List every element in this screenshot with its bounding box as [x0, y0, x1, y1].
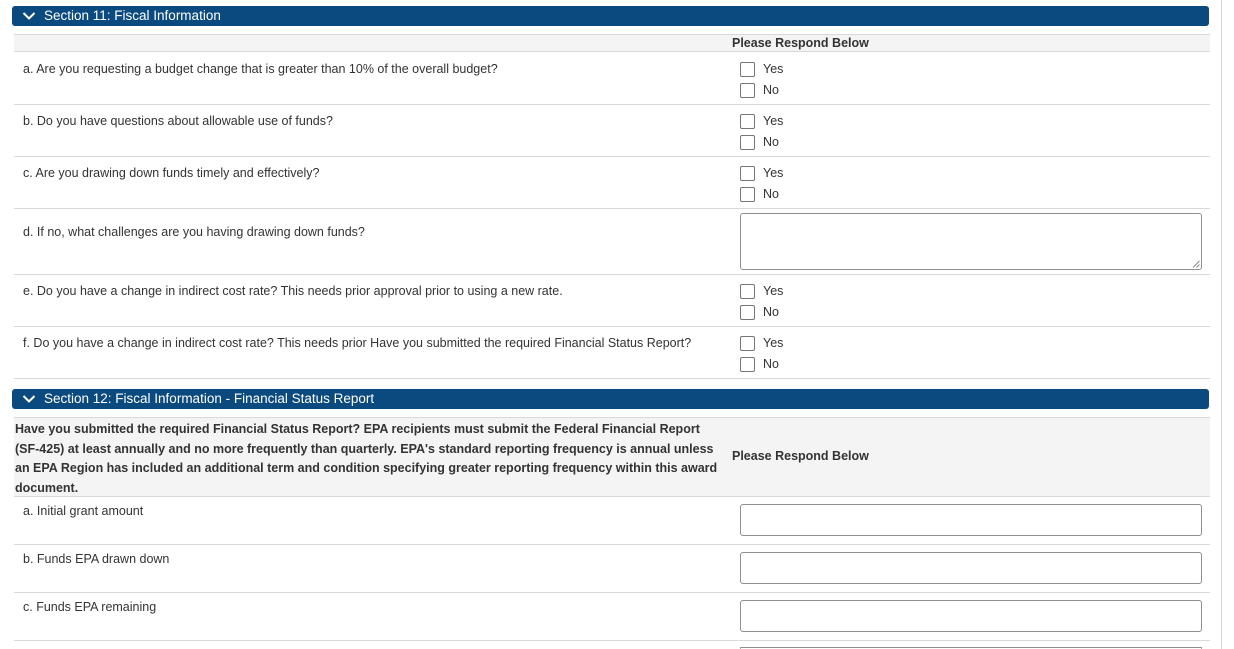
chevron-down-icon — [22, 11, 36, 21]
option-e-yes[interactable] — [740, 283, 783, 299]
option-label: No — [763, 135, 779, 149]
initial-grant-input[interactable] — [740, 504, 1202, 536]
scrollbar-track[interactable] — [1221, 0, 1222, 649]
funds-remaining-input[interactable] — [740, 600, 1202, 632]
field-row-funds-remaining — [14, 593, 1210, 641]
resize-grip-icon[interactable] — [1192, 260, 1200, 268]
checkbox-f-no[interactable] — [740, 357, 755, 372]
section-11-title: Section 11: Fiscal Information — [44, 8, 221, 23]
option-label: No — [763, 357, 779, 371]
checkbox-c-yes[interactable] — [740, 166, 755, 181]
checkbox-e-no[interactable] — [740, 305, 755, 320]
checkbox-b-yes[interactable] — [740, 114, 755, 129]
option-c-yes[interactable] — [740, 165, 783, 181]
question-row-d — [14, 209, 1210, 275]
funds-drawn-input[interactable] — [740, 552, 1202, 584]
question-label-c: c. Are you drawing down funds timely and effectively? — [23, 166, 320, 180]
question-label-f: f. Do you have a change in indirect cost rate? This needs prior Have you submitted the required Financial Status Report? — [23, 336, 692, 350]
checkbox-a-yes[interactable] — [740, 62, 755, 77]
option-label: Yes — [763, 166, 784, 180]
section-12-header[interactable] — [12, 389, 1209, 409]
challenges-textarea[interactable] — [740, 213, 1202, 270]
checkbox-b-no[interactable] — [740, 135, 755, 150]
field-row-initial-grant — [14, 497, 1210, 545]
question-label-e: e. Do you have a change in indirect cost rate? This needs prior approval prior to using a new rate. — [23, 284, 563, 298]
section-12-title: Section 12: Fiscal Information - Financial Status Report — [44, 391, 375, 406]
question-label-a: a. Are you requesting a budget change that is greater than 10% of the overall budget? — [23, 62, 498, 76]
option-label: Yes — [763, 284, 784, 298]
option-label: Yes — [763, 336, 784, 350]
option-c-no[interactable] — [740, 186, 779, 202]
option-f-yes[interactable] — [740, 335, 783, 351]
question-row-c — [14, 157, 1210, 209]
section-11-header[interactable] — [12, 6, 1209, 26]
option-label: Yes — [763, 114, 784, 128]
field-label-initial-grant: a. Initial grant amount — [23, 504, 144, 518]
option-label: No — [763, 83, 779, 97]
section-11-column-header-row — [14, 34, 1210, 52]
option-label: No — [763, 187, 779, 201]
option-a-no[interactable] — [740, 82, 779, 98]
chevron-down-icon — [22, 394, 36, 404]
field-label-funds-drawn: b. Funds EPA drawn down — [23, 552, 170, 566]
option-a-yes[interactable] — [740, 61, 783, 77]
section-12-column-header: Please Respond Below — [732, 449, 869, 463]
section-12-intro-text: Have you submitted the required Financial Status Report? EPA recipients must submit the Federal Financial Report (SF-425) at least annually and no more frequently than quarterly. EPA's standard reporting frequency is annual unless an EPA Region has included an additional term and condition specifying greater reporting frequency within this award document. — [15, 422, 718, 495]
option-label: No — [763, 305, 779, 319]
section-11-column-header: Please Respond Below — [732, 36, 869, 50]
section-12-intro-row — [14, 417, 1210, 497]
checkbox-a-no[interactable] — [740, 83, 755, 98]
question-row-f — [14, 327, 1210, 379]
question-row-a — [14, 52, 1210, 105]
option-f-no[interactable] — [740, 356, 779, 372]
question-row-b — [14, 105, 1210, 157]
field-label-funds-remaining: c. Funds EPA remaining — [23, 600, 157, 614]
question-label-d: d. If no, what challenges are you having drawing down funds? — [23, 225, 365, 239]
checkbox-c-no[interactable] — [740, 187, 755, 202]
checkbox-e-yes[interactable] — [740, 284, 755, 299]
option-b-yes[interactable] — [740, 113, 783, 129]
field-row-funds-drawn — [14, 545, 1210, 593]
question-row-e — [14, 275, 1210, 327]
option-e-no[interactable] — [740, 304, 779, 320]
checkbox-f-yes[interactable] — [740, 336, 755, 351]
option-b-no[interactable] — [740, 134, 779, 150]
option-label: Yes — [763, 62, 784, 76]
question-label-b: b. Do you have questions about allowable use of funds? — [23, 114, 333, 128]
